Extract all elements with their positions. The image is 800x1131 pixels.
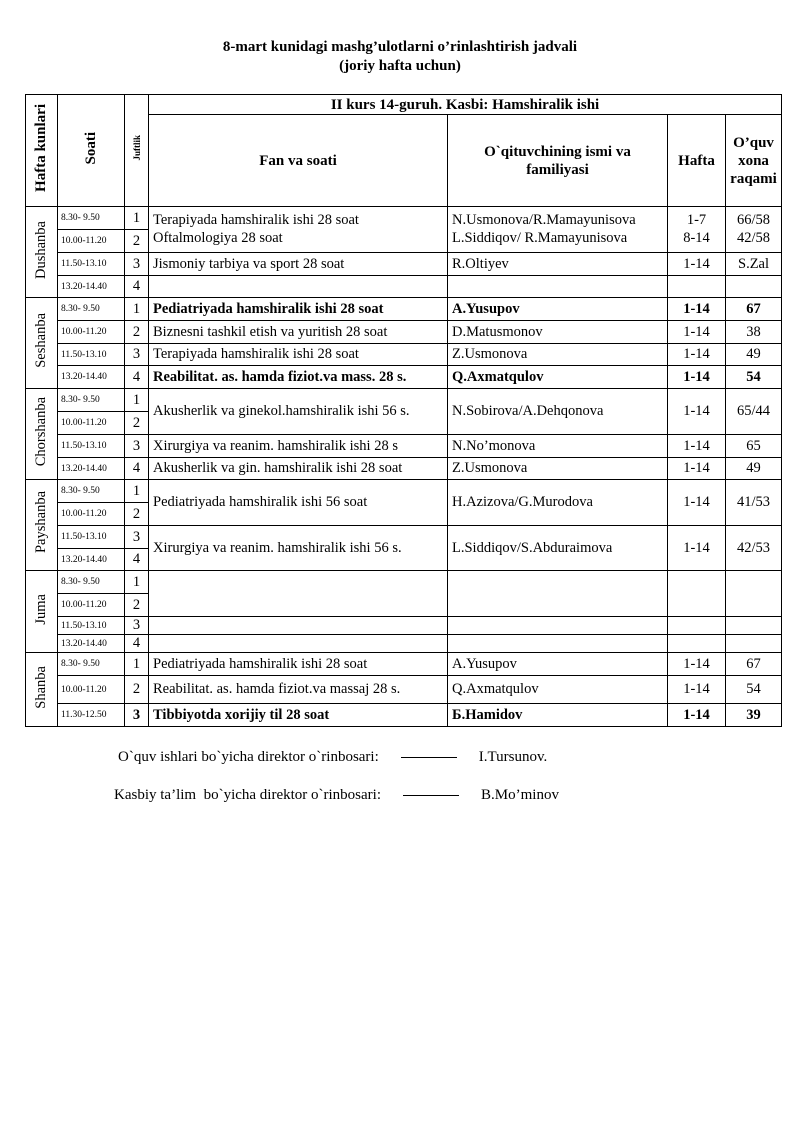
slot-time: 13.20-14.40	[58, 276, 125, 298]
lesson-week: 1-14	[668, 321, 726, 344]
lesson-subject: Reabilitat. as. hamda fiziot.va massaj 28 s.	[149, 676, 448, 704]
slot-number: 1	[125, 389, 149, 412]
empty-cell	[448, 276, 668, 298]
signature-blank	[401, 757, 457, 758]
lesson-teacher: N.Sobirova/A.Dehqonova	[448, 389, 668, 435]
empty-cell	[668, 617, 726, 635]
slot-number: 1	[125, 653, 149, 676]
lesson-subject: Pediatriyada hamshiralik ishi 28 soat	[149, 298, 448, 321]
empty-cell	[149, 635, 448, 653]
empty-cell	[149, 276, 448, 298]
lesson-room: 39	[726, 704, 782, 727]
slot-number: 4	[125, 458, 149, 480]
day-chorshanba: Chorshanba	[26, 389, 58, 480]
slot-time: 11.50-13.10	[58, 253, 125, 276]
lesson-teacher: Q.Axmatqulov	[448, 366, 668, 389]
table-row	[26, 366, 782, 389]
signature-blank	[403, 795, 459, 796]
header-soati: Soati	[58, 95, 125, 207]
table-row	[26, 321, 782, 344]
lesson-teacher: Q.Axmatqulov	[448, 676, 668, 704]
lesson-subject: Reabilitat. as. hamda fiziot.va mass. 28 s.	[149, 366, 448, 389]
empty-cell	[726, 276, 782, 298]
header-room: O’quv xona raqami	[726, 115, 782, 207]
empty-cell	[668, 635, 726, 653]
slot-time: 8.30- 9.50	[58, 480, 125, 503]
slot-number: 2	[125, 503, 149, 526]
lesson-room: 41/53	[726, 480, 782, 526]
slot-time: 10.00-11.20	[58, 321, 125, 344]
empty-cell	[149, 617, 448, 635]
lesson-week: 1-14	[668, 676, 726, 704]
slot-time: 8.30- 9.50	[58, 207, 125, 230]
table-row	[26, 458, 782, 480]
lesson-subject: Akusherlik va gin. hamshiralik ishi 28 soat	[149, 458, 448, 480]
empty-cell	[668, 276, 726, 298]
slot-time: 13.20-14.40	[58, 635, 125, 653]
lesson-week: 1-14	[668, 389, 726, 435]
lesson-subject: Pediatriyada hamshiralik ishi 56 soat	[149, 480, 448, 526]
table-row	[26, 571, 782, 594]
slot-time: 10.00-11.20	[58, 230, 125, 253]
slot-time: 8.30- 9.50	[58, 653, 125, 676]
lesson-room: 42/53	[726, 526, 782, 571]
lesson-week: 1-7 8-14	[668, 207, 726, 253]
slot-time: 8.30- 9.50	[58, 298, 125, 321]
lesson-room: 67	[726, 653, 782, 676]
slot-number: 3	[125, 704, 149, 727]
slot-time: 11.50-13.10	[58, 435, 125, 458]
slot-number: 4	[125, 549, 149, 571]
empty-cell	[726, 617, 782, 635]
table-row	[26, 617, 782, 635]
slot-number: 1	[125, 298, 149, 321]
lesson-room: 67	[726, 298, 782, 321]
empty-cell	[448, 617, 668, 635]
lesson-room: 49	[726, 344, 782, 366]
lesson-teacher: Б.Hamidov	[448, 704, 668, 727]
lesson-room: 54	[726, 676, 782, 704]
lesson-week: 1-14	[668, 526, 726, 571]
lesson-room: 38	[726, 321, 782, 344]
table-row	[26, 704, 782, 727]
lesson-teacher: N.No’monova	[448, 435, 668, 458]
lesson-teacher: H.Azizova/G.Murodova	[448, 480, 668, 526]
header-hafta-kunlari: Hafta kunlari	[26, 95, 58, 207]
signature-name: B.Mo’minov	[481, 787, 559, 803]
lesson-teacher: N.Usmonova/R.Mamayunisova L.Siddiqov/ R.Mamayunisova	[448, 207, 668, 253]
empty-cell	[149, 571, 448, 617]
lesson-room: 65	[726, 435, 782, 458]
document-title: 8-mart kunidagi mashg’ulotlarni o’rinlashtirish jadvali	[222, 39, 578, 55]
slot-number: 3	[125, 253, 149, 276]
table-row	[26, 653, 782, 676]
slot-number: 1	[125, 571, 149, 594]
slot-number: 3	[125, 526, 149, 549]
slot-number: 4	[125, 635, 149, 653]
day-seshanba: Seshanba	[26, 298, 58, 389]
empty-cell	[448, 635, 668, 653]
table-row	[26, 344, 782, 366]
lesson-room: 65/44	[726, 389, 782, 435]
lesson-week: 1-14	[668, 435, 726, 458]
slot-number: 2	[125, 412, 149, 435]
lesson-teacher: Z.Usmonova	[448, 458, 668, 480]
lesson-subject: Xirurgiya va reanim. hamshiralik ishi 56 s.	[149, 526, 448, 571]
header-fan: Fan va soati	[149, 115, 448, 207]
lesson-subject: Xirurgiya va reanim. hamshiralik ishi 28 s	[149, 435, 448, 458]
day-shanba: Shanba	[26, 653, 58, 727]
schedule-table	[25, 94, 782, 727]
slot-time: 13.20-14.40	[58, 366, 125, 389]
table-row	[26, 276, 782, 298]
slot-number: 1	[125, 480, 149, 503]
empty-cell	[726, 571, 782, 617]
day-payshanba: Payshanba	[26, 480, 58, 571]
lesson-week: 1-14	[668, 480, 726, 526]
lesson-teacher: L.Siddiqov/S.Abduraimova	[448, 526, 668, 571]
day-juma: Juma	[26, 571, 58, 653]
table-row	[26, 676, 782, 704]
empty-cell	[448, 571, 668, 617]
lesson-week: 1-14	[668, 253, 726, 276]
lesson-room: 66/58 42/58	[726, 207, 782, 253]
signature-role: O`quv ishlari bo`yicha direktor o`rinbosari:	[118, 749, 379, 765]
lesson-subject: Akusherlik va ginekol.hamshiralik ishi 56 s.	[149, 389, 448, 435]
slot-number: 2	[125, 321, 149, 344]
lesson-teacher: A.Yusupov	[448, 298, 668, 321]
lesson-week: 1-14	[668, 366, 726, 389]
slot-time: 13.20-14.40	[58, 549, 125, 571]
lesson-subject: Terapiyada hamshiralik ishi 28 soat Oftalmologiya 28 soat	[149, 207, 448, 253]
slot-number: 4	[125, 276, 149, 298]
lesson-week: 1-14	[668, 298, 726, 321]
lesson-week: 1-14	[668, 653, 726, 676]
table-row	[26, 435, 782, 458]
header-juftlik: Juftlik	[125, 95, 149, 207]
document-subtitle: (joriy hafta uchun)	[339, 58, 461, 74]
table-row	[26, 389, 782, 412]
slot-number: 2	[125, 594, 149, 617]
empty-cell	[726, 635, 782, 653]
lesson-subject: Jismoniy tarbiya va sport 28 soat	[149, 253, 448, 276]
slot-time: 10.00-11.20	[58, 676, 125, 704]
slot-number: 3	[125, 344, 149, 366]
lesson-room: 49	[726, 458, 782, 480]
lesson-subject: Tibbiyotda xorijiy til 28 soat	[149, 704, 448, 727]
slot-number: 2	[125, 676, 149, 704]
lesson-teacher: A.Yusupov	[448, 653, 668, 676]
slot-time: 8.30- 9.50	[58, 389, 125, 412]
signature-name: I.Tursunov.	[478, 749, 548, 765]
lesson-subject: Pediatriyada hamshiralik ishi 28 soat	[149, 653, 448, 676]
slot-time: 13.20-14.40	[58, 458, 125, 480]
table-row	[26, 635, 782, 653]
table-row	[26, 526, 782, 549]
slot-number: 3	[125, 435, 149, 458]
signature-role: Kasbiy ta’lim bo`yicha direktor o`rinbosari:	[114, 787, 382, 803]
slot-time: 10.00-11.20	[58, 503, 125, 526]
lesson-subject: Terapiyada hamshiralik ishi 28 soat	[149, 344, 448, 366]
lesson-room: 54	[726, 366, 782, 389]
slot-time: 11.30-12.50	[58, 704, 125, 727]
header-group: II kurs 14-guruh. Kasbi: Hamshiralik ishi	[149, 95, 782, 115]
slot-number: 1	[125, 207, 149, 230]
slot-time: 11.50-13.10	[58, 344, 125, 366]
table-row	[26, 298, 782, 321]
lesson-teacher: Z.Usmonova	[448, 344, 668, 366]
lesson-teacher: R.Oltiyev	[448, 253, 668, 276]
table-row	[26, 480, 782, 503]
slot-time: 11.50-13.10	[58, 617, 125, 635]
signature-line	[114, 787, 559, 804]
lesson-subject: Biznesni tashkil etish va yuritish 28 soat	[149, 321, 448, 344]
lesson-week: 1-14	[668, 344, 726, 366]
slot-time: 8.30- 9.50	[58, 571, 125, 594]
lesson-room: S.Zal	[726, 253, 782, 276]
slot-number: 4	[125, 366, 149, 389]
lesson-week: 1-14	[668, 458, 726, 480]
table-row	[26, 253, 782, 276]
slot-time: 10.00-11.20	[58, 412, 125, 435]
slot-number: 3	[125, 617, 149, 635]
table-row	[26, 207, 782, 230]
signature-line	[118, 749, 547, 766]
lesson-teacher: D.Matusmonov	[448, 321, 668, 344]
header-teacher: O`qituvchining ismi va familiyasi	[448, 115, 668, 207]
lesson-week: 1-14	[668, 704, 726, 727]
empty-cell	[668, 571, 726, 617]
header-hafta: Hafta	[668, 115, 726, 207]
day-dushanba: Dushanba	[26, 207, 58, 298]
slot-time: 10.00-11.20	[58, 594, 125, 617]
slot-time: 11.50-13.10	[58, 526, 125, 549]
slot-number: 2	[125, 230, 149, 253]
